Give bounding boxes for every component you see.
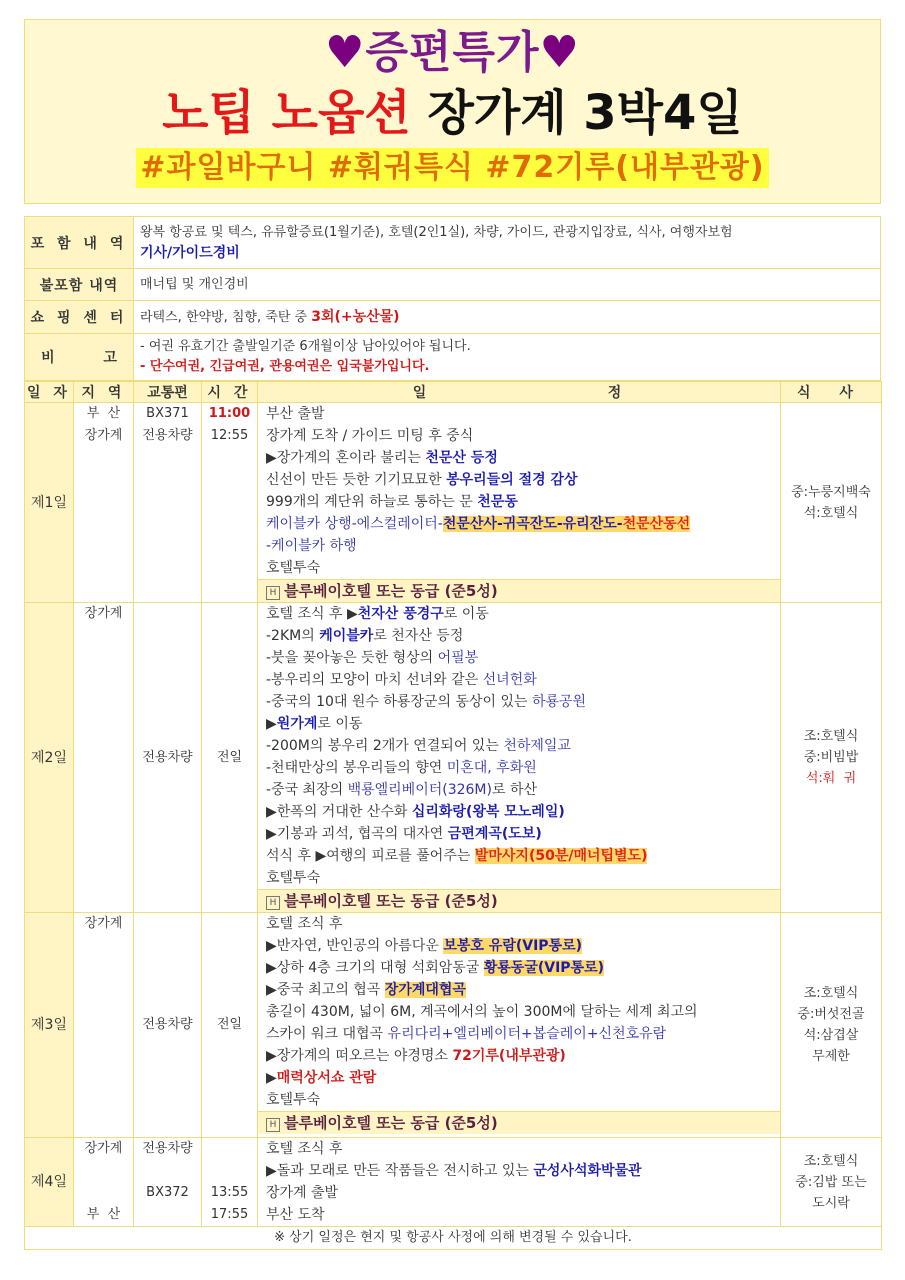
transport-cell xyxy=(134,1138,202,1227)
schedule-header xyxy=(25,382,882,403)
meal-special: 석:훠 궈 xyxy=(805,771,857,786)
meals-cell xyxy=(781,603,882,913)
meal: 석:삼겹살 xyxy=(803,1028,859,1043)
meals-cell xyxy=(781,403,882,603)
time-cell xyxy=(202,1138,258,1227)
transport-cell xyxy=(134,403,202,603)
departure-time: 11:00 xyxy=(208,406,251,421)
attraction: 천자산 풍경구 xyxy=(357,606,444,622)
region-cell xyxy=(74,1138,134,1227)
arrival-time: 17:55 xyxy=(210,1207,249,1222)
transport: 전용차량 xyxy=(142,1141,193,1156)
itinerary-line: ▶장가계의 떠오르는 야경명소 72기루(내부관광) xyxy=(266,1048,566,1064)
itinerary-line: 부산 도착 xyxy=(266,1207,325,1223)
itinerary-cell xyxy=(258,913,781,1138)
promo-text: 증편특가 xyxy=(365,27,540,78)
excluded-label: 불포함 내역 xyxy=(25,269,134,301)
itinerary-line: 스카이 워크 대협곡 유리다리+엘리베이터+봅슬레이+신천호유람 xyxy=(266,1026,667,1042)
shopping-label: 쇼 핑 센 터 xyxy=(25,301,134,334)
itinerary-line: -중국 최장의 백룡엘리베이터(326M)로 하산 xyxy=(266,782,538,798)
info-row-shopping xyxy=(25,301,881,334)
hotel-line xyxy=(258,579,780,602)
hotel-icon: H xyxy=(266,896,280,910)
itinerary-line: ▶기봉과 괴석, 협곡의 대자연 금편계곡(도보) xyxy=(266,826,542,842)
itinerary-line: -2KM의 케이블카로 천자산 등정 xyxy=(266,628,464,644)
meal: 중:버섯전골 xyxy=(797,1007,865,1022)
day-label: 제3일 xyxy=(25,913,74,1138)
info-row-notes xyxy=(25,334,881,381)
attraction: 유리다리+엘리베이터+봅슬레이+신천호유람 xyxy=(387,1026,667,1042)
attraction: 백룡엘리베이터(326M) xyxy=(347,782,492,798)
notes-line-1: - 여권 유효기간 출발일기준 6개월이상 남아있어야 됩니다. xyxy=(140,339,471,354)
shopping-count: 3회(+농산물) xyxy=(311,308,400,325)
itinerary-line: -천태만상의 봉우리들의 향연 미혼대, 후화원 xyxy=(266,760,537,776)
itinerary-line: -봉우리의 모양이 마치 선녀와 같은 선녀헌화 xyxy=(266,672,537,688)
hotel-icon: H xyxy=(266,586,280,600)
schedule-table xyxy=(24,381,882,1250)
heart-icon: ♥ xyxy=(325,27,366,78)
notes-label: 비 고 xyxy=(25,334,134,381)
attraction: 케이블카 xyxy=(319,628,374,644)
region-cell: 장가계 xyxy=(74,603,134,913)
itinerary-line: ▶반자연, 반인공의 아름다운 보봉호 유람(VIP통로) xyxy=(266,938,582,954)
massage-option: 발마사지(50분/매너팁별도) xyxy=(474,848,648,864)
hashtags: #과일바구니 #훠궈특식 #72기루(내부관광) xyxy=(136,148,768,188)
hotel-name: 블루베이호텔 또는 동급 (준5성) xyxy=(284,1114,498,1132)
col-meals: 식 사 xyxy=(781,382,882,403)
attraction: 천문산사-귀곡잔도-유리잔도- xyxy=(442,516,623,532)
day-row-1 xyxy=(25,403,882,603)
itinerary-line: 호텔 조식 후 xyxy=(266,916,343,932)
transport: 전용차량 xyxy=(142,428,193,443)
day-row-2 xyxy=(25,603,882,913)
notes-value xyxy=(134,334,881,381)
itinerary-cell xyxy=(258,1138,781,1227)
show-attraction: 매력상서쇼 관람 xyxy=(276,1070,377,1086)
itinerary-line: 장가계 출발 xyxy=(266,1185,339,1201)
itinerary-line: 호텔투숙 xyxy=(266,1092,321,1108)
itinerary-line: 케이블카 상행-에스컬레이터-천문산사-귀곡잔도-유리잔도-천문산동선 xyxy=(266,516,691,532)
meal: 중:누룽지백숙 xyxy=(791,484,871,500)
hotel-line xyxy=(258,1111,780,1134)
attraction: 미혼대, 후화원 xyxy=(446,760,537,776)
itinerary-line: ▶돌과 모래로 만든 작품들은 전시하고 있는 군성사석화박물관 xyxy=(266,1163,642,1179)
col-date: 일 자 xyxy=(25,382,74,403)
hotel-line xyxy=(258,889,780,912)
col-time: 시 간 xyxy=(202,382,258,403)
attraction: 십리화랑(왕복 모노레일) xyxy=(411,804,565,820)
attraction: 장가계대협곡 xyxy=(384,982,466,998)
meals-cell xyxy=(781,913,882,1138)
attraction: 황룡동굴(VIP통로) xyxy=(483,960,604,976)
itinerary-line: 부산 출발 xyxy=(266,406,325,422)
region-cell: 장가계 xyxy=(74,913,134,1138)
region-cell xyxy=(74,403,134,603)
itinerary-line: ▶장가계의 혼이라 불리는 천문산 등정 xyxy=(266,450,498,466)
meal: 조:호텔식 xyxy=(803,729,859,744)
attraction: 천문산동선 xyxy=(622,516,691,532)
region: 부 산 xyxy=(86,1207,121,1222)
title-main: 장가계 3박4일 xyxy=(427,85,743,141)
region: 장가계 xyxy=(84,428,123,443)
hotel-name: 블루베이호텔 또는 동급 (준5성) xyxy=(284,582,498,600)
meals-cell xyxy=(781,1138,882,1227)
promo-banner xyxy=(25,26,880,80)
itinerary-line: -케이블카 하행 xyxy=(266,538,357,554)
day-label: 제4일 xyxy=(25,1138,74,1227)
shopping-value xyxy=(134,301,881,334)
footnote: ※ 상기 일정은 현지 및 항공사 사정에 의해 변경될 수 있습니다. xyxy=(25,1227,882,1250)
itinerary-line: 호텔투숙 xyxy=(266,870,321,886)
itinerary-line: -중국의 10대 원수 하룡장군의 동상이 있는 하룡공원 xyxy=(266,694,587,710)
info-row-included xyxy=(25,217,881,269)
attraction: 72기루(내부관광) xyxy=(452,1048,566,1064)
included-label: 포 함 내 역 xyxy=(25,217,134,269)
time-cell: 전일 xyxy=(202,603,258,913)
itinerary-line: ▶상하 4층 크기의 대형 석회암동굴 황룡동굴(VIP통로) xyxy=(266,960,604,976)
attraction: 천문동 xyxy=(477,494,518,510)
itinerary-line: 호텔 조식 후 xyxy=(266,1141,343,1157)
day-row-3 xyxy=(25,913,882,1138)
attraction: 선녀헌화 xyxy=(482,672,537,688)
meal: 중:비빔밥 xyxy=(803,750,859,765)
notes-line-2: - 단수여권, 긴급여권, 관용여권은 입국불가입니다. xyxy=(140,359,430,374)
itinerary-line: 신선이 만든 듯한 기기묘묘한 봉우리들의 절경 감상 xyxy=(266,472,578,488)
itinerary-line: 장가계 도착 / 가이드 미팅 후 중식 xyxy=(266,428,474,444)
meal: 무제한 xyxy=(812,1049,850,1064)
transport-cell: 전용차량 xyxy=(134,913,202,1138)
day-label: 제1일 xyxy=(25,403,74,603)
attraction: 하룡공원 xyxy=(531,694,587,710)
region: 장가계 xyxy=(84,1141,123,1156)
included-highlight: 기사/가이드경비 xyxy=(140,244,240,261)
hotel-name: 블루베이호텔 또는 동급 (준5성) xyxy=(284,892,498,910)
col-region: 지 역 xyxy=(74,382,134,403)
arrival-time: 12:55 xyxy=(210,428,249,443)
day-row-4 xyxy=(25,1138,882,1227)
flight-number: BX371 xyxy=(146,406,189,421)
itinerary-line: 총길이 430M, 넓이 6M, 계곡에서의 높이 300M에 달하는 세계 최고의 xyxy=(266,1004,698,1020)
day-label: 제2일 xyxy=(25,603,74,913)
itinerary-line: ▶중국 최고의 협곡 장가계대협곡 xyxy=(266,982,466,998)
info-table xyxy=(24,216,881,381)
attraction: 천문산 등정 xyxy=(425,450,498,466)
departure-time: 13:55 xyxy=(210,1185,249,1200)
itinerary-line: ▶매력상서쇼 관람 xyxy=(266,1070,377,1086)
col-itinerary: 일 정 xyxy=(258,382,781,403)
included-value xyxy=(134,217,881,269)
meal: 석:호텔식 xyxy=(803,505,859,521)
attraction: 군성사석화박물관 xyxy=(533,1163,642,1179)
flight-number: BX372 xyxy=(146,1185,189,1200)
promo-header xyxy=(24,19,881,204)
meal: 조:호텔식 xyxy=(803,986,859,1001)
time-cell: 전일 xyxy=(202,913,258,1138)
region: 부 산 xyxy=(86,406,121,421)
meal: 도시락 xyxy=(812,1195,850,1211)
meal: 중:김밥 또는 xyxy=(795,1174,867,1190)
time-cell xyxy=(202,403,258,603)
included-text: 왕복 항공료 및 텍스, 유류할증료(1월기준), 호텔(2인1실), 차량, 가이드, 관광지입장료, 식사, 여행자보험 xyxy=(140,224,733,240)
itinerary-line: 석식 후 ▶여행의 피로를 풀어주는 발마사지(50분/매너팁별도) xyxy=(266,848,648,864)
itinerary-line: -200M의 봉우리 2개가 연결되어 있는 천하제일교 xyxy=(266,738,571,754)
page-title xyxy=(25,82,880,144)
shopping-text: 라텍스, 한약방, 침향, 죽탄 중 xyxy=(140,309,312,325)
itinerary-line: 호텔투숙 xyxy=(266,560,321,576)
attraction: 원가계 xyxy=(276,716,318,732)
info-row-excluded xyxy=(25,269,881,301)
itinerary-line: 999개의 계단위 하늘로 통하는 문 천문동 xyxy=(266,494,518,510)
meal: 조:호텔식 xyxy=(803,1153,859,1169)
excluded-value: 매너팁 및 개인경비 xyxy=(134,269,881,301)
attraction: 보봉호 유람(VIP통로) xyxy=(443,938,582,954)
footnote-row xyxy=(25,1227,882,1250)
hotel-icon: H xyxy=(266,1118,280,1132)
attraction: 천하제일교 xyxy=(503,738,571,754)
itinerary-line: -붓을 꽂아놓은 듯한 형상의 어필봉 xyxy=(266,650,479,666)
heart-icon: ♥ xyxy=(539,27,580,78)
attraction: 어필봉 xyxy=(437,650,479,666)
itinerary-cell xyxy=(258,403,781,603)
itinerary-line: ▶한폭의 거대한 산수화 십리화랑(왕복 모노레일) xyxy=(266,804,565,820)
title-highlight: 노팁 노옵션 xyxy=(162,85,411,141)
attraction: 금편계곡(도보) xyxy=(447,826,542,842)
itinerary-line: ▶원가계로 이동 xyxy=(266,716,363,732)
col-transport: 교통편 xyxy=(134,382,202,403)
itinerary-cell xyxy=(258,603,781,913)
itinerary-line: 호텔 조식 후 ▶천자산 풍경구로 이동 xyxy=(266,606,489,622)
transport-cell: 전용차량 xyxy=(134,603,202,913)
attraction: 봉우리들의 절경 감상 xyxy=(446,472,578,488)
